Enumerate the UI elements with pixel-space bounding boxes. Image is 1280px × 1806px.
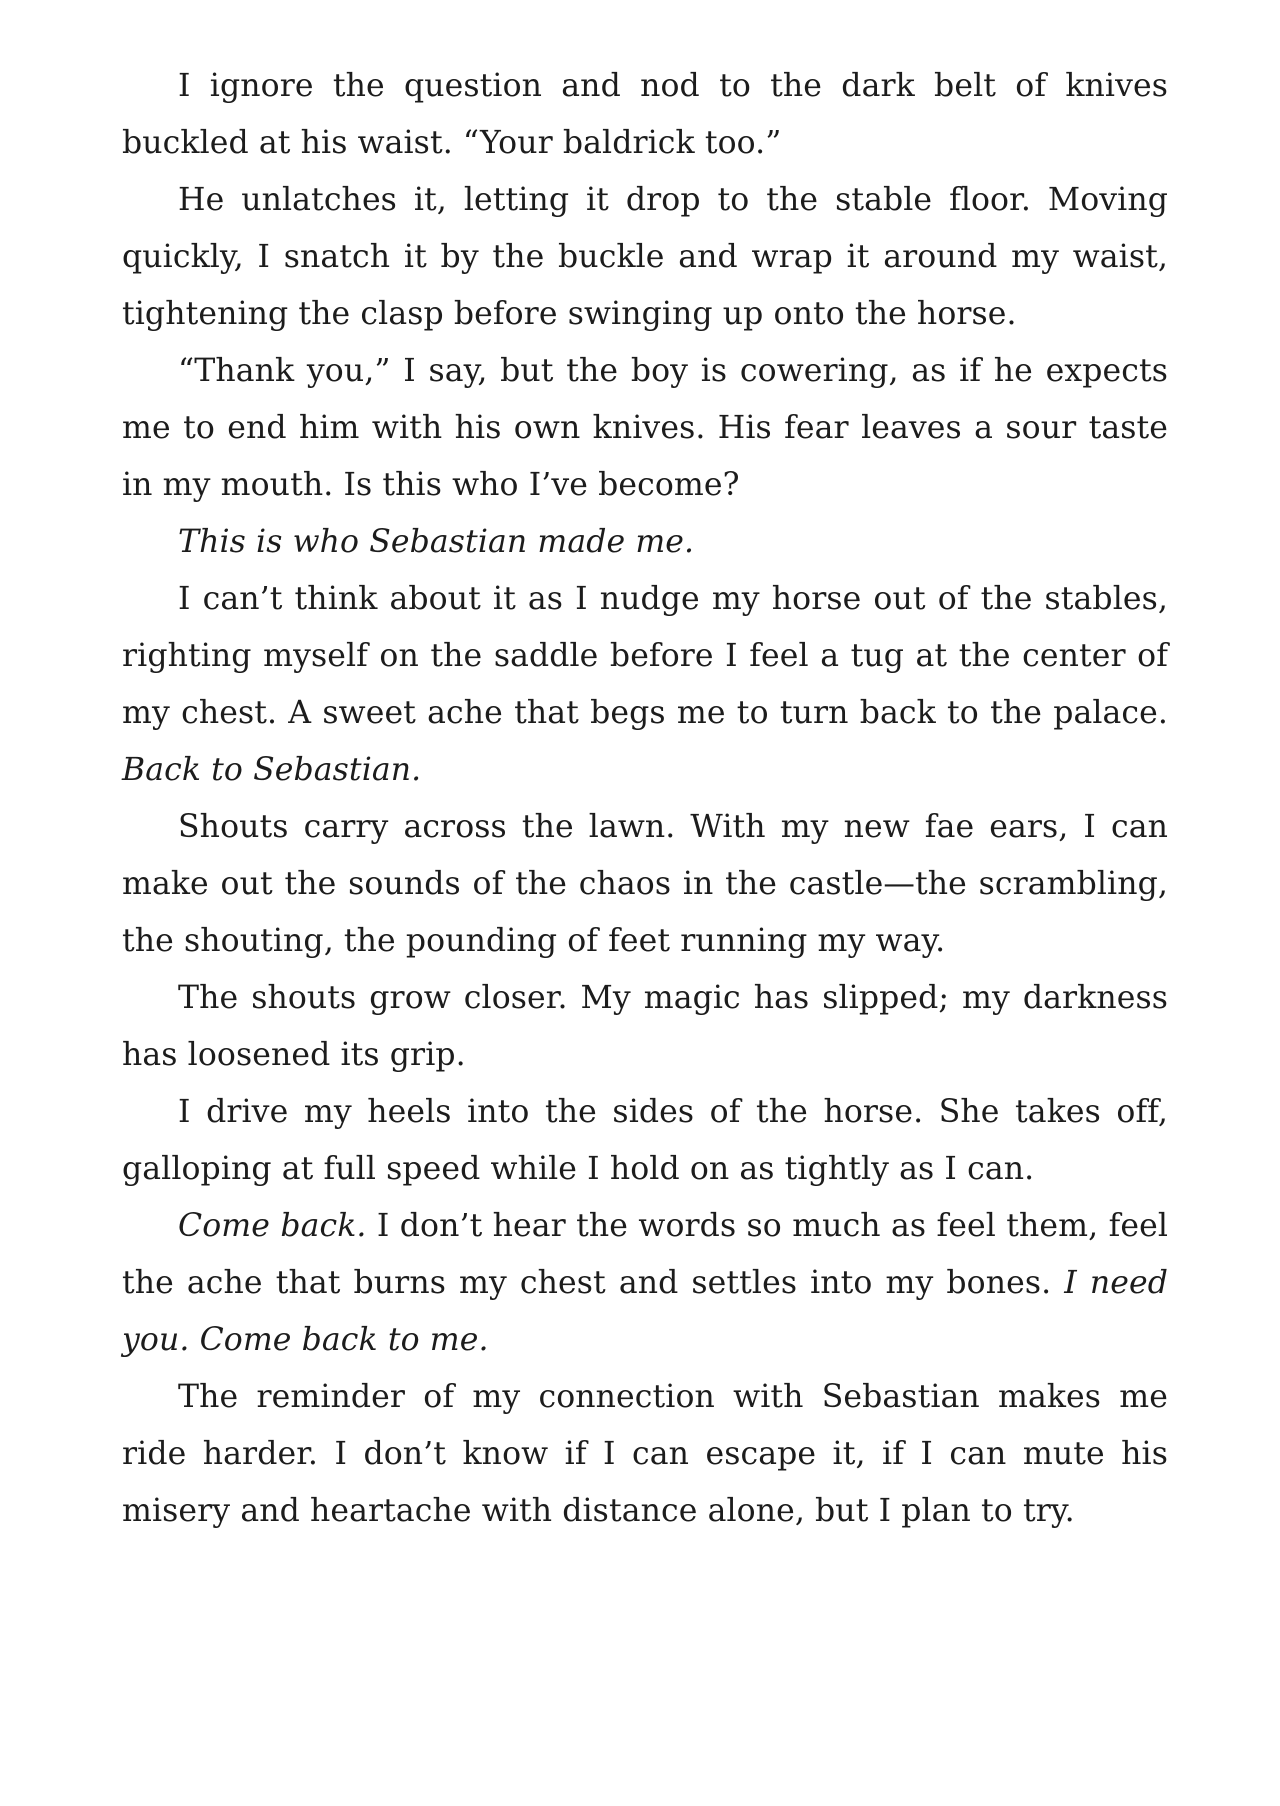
paragraph xyxy=(122,1084,1168,1198)
book-page xyxy=(122,58,1168,1540)
paragraph-text: Shouts carry across the lawn. With my new fae ears, I can make out the sounds of the chaos in the castle—the scrambling, the shouting, the pounding of feet running my way. xyxy=(122,809,1168,959)
paragraph xyxy=(122,799,1168,970)
paragraph-text: The shouts grow closer. My magic has slipped; my darkness has loosened its grip. xyxy=(122,980,1168,1073)
paragraph xyxy=(122,970,1168,1084)
paragraph xyxy=(122,1369,1168,1540)
paragraph-text: I can’t think about it as I nudge my horse out of the stables, righting myself on the saddle before I feel a tug at the center of my chest. A sweet ache that begs me to turn back to the palace. xyxy=(122,581,1168,731)
paragraph-italic xyxy=(122,514,1168,571)
paragraph-text-italic: Come back. xyxy=(178,1208,367,1244)
paragraph xyxy=(122,1198,1168,1369)
paragraph-text: I ignore the question and nod to the dark belt of knives buckled at his waist. “Your baldrick too.” xyxy=(122,68,1168,161)
paragraph-text-italic: This is who Sebastian made me. xyxy=(178,524,695,560)
paragraph-text: I drive my heels into the sides of the horse. She takes off, galloping at full speed while I hold on as tightly as I can. xyxy=(122,1094,1168,1187)
paragraph-text: The reminder of my connection with Sebastian makes me ride harder. I don’t know if I can escape it, if I can mute his misery and heartache with distance alone, but I plan to try. xyxy=(122,1379,1168,1529)
paragraph-text: He unlatches it, letting it drop to the stable floor. Moving quickly, I snatch it by the buckle and wrap it around my waist, tightening the clasp before swinging up onto the horse. xyxy=(122,182,1168,332)
paragraph xyxy=(122,58,1168,172)
paragraph xyxy=(122,343,1168,514)
paragraph xyxy=(122,172,1168,343)
paragraph-text: I don’t hear the words so much as feel them, feel the ache that burns my chest and settles into my bones. xyxy=(122,1208,1168,1301)
paragraph-text-italic: Back to Sebastian. xyxy=(122,752,422,788)
paragraph-text-italic: I need you. Come back to me. xyxy=(122,1265,1168,1358)
paragraph-text: “Thank you,” I say, but the boy is cowering, as if he expects me to end him with his own knives. His fear leaves a sour taste in my mouth. Is this who I’ve become? xyxy=(122,353,1168,503)
paragraph xyxy=(122,571,1168,799)
